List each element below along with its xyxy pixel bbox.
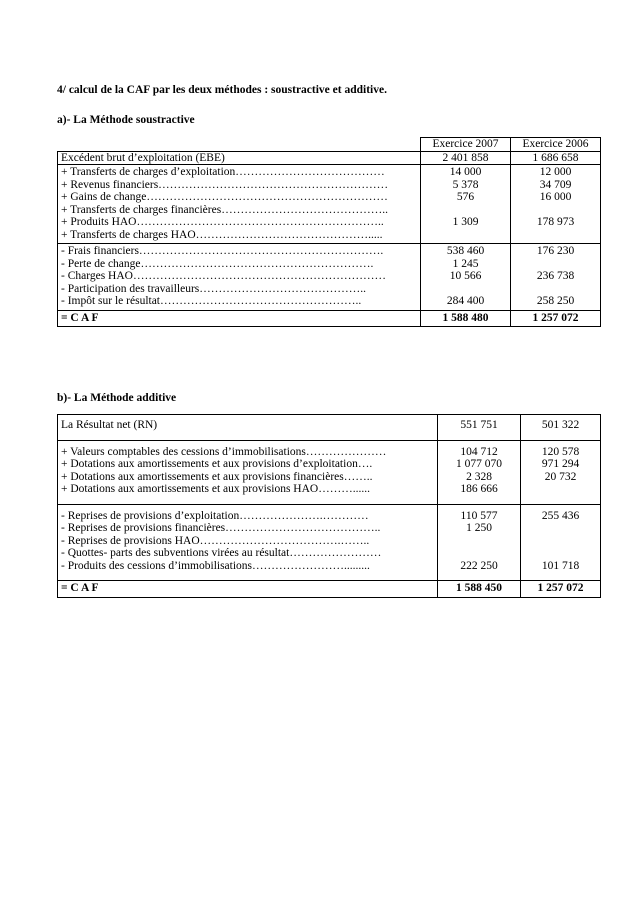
list-item: + Dotations aux amortissements et aux provisions financières…….. <box>61 470 373 483</box>
value: 120 578 <box>541 445 580 458</box>
value: 576 <box>456 191 475 203</box>
list-item: + Valeurs comptables des cessions d’immobilisations………………… <box>61 445 387 458</box>
value <box>441 547 517 560</box>
document-title: 4/ calcul de la CAF par les deux méthodes : soustractive et additive. <box>57 84 387 96</box>
list-item: - Reprises de provisions HAO……………………………….…….. <box>61 534 370 547</box>
section-a-heading: a)- La Méthode soustractive <box>57 114 195 126</box>
list-item: + Dotations aux amortissements et aux provisions d’exploitation…. <box>61 458 373 470</box>
list-item: - Quottes- parts des subventions virées au résultat…………………… <box>61 547 382 559</box>
col-header-2007: Exercice 2007 <box>421 138 511 152</box>
plus-group-2007 <box>438 440 521 504</box>
value <box>514 204 597 217</box>
list-item: + Transferts de charges financières…………………………………….. <box>61 203 388 216</box>
value: 176 230 <box>536 245 575 257</box>
ebe-2007: 2 401 858 <box>421 151 511 165</box>
plus-group-2007 <box>421 165 511 244</box>
value <box>524 547 597 560</box>
list-item: - Impôt sur le résultat…………………………………………….. <box>61 295 362 307</box>
minus-group-labels <box>58 504 438 581</box>
value: 1 309 <box>452 216 479 228</box>
plus-group-labels <box>58 440 438 504</box>
value: 1 250 <box>466 522 492 534</box>
ebe-2006: 1 686 658 <box>511 151 601 165</box>
list-item: + Gains de change……………………………………………………… <box>61 191 388 203</box>
value <box>514 283 597 296</box>
rn-label: La Résultat net (RN) <box>58 415 438 441</box>
minus-group-2006 <box>511 244 601 311</box>
rn-2006: 501 322 <box>521 415 601 441</box>
minus-group-2007 <box>421 244 511 311</box>
value <box>424 204 507 217</box>
section-b-heading: b)- La Méthode additive <box>57 392 177 404</box>
list-item: - Participation des travailleurs…………………………………….. <box>61 282 367 295</box>
minus-group-2006 <box>521 504 601 581</box>
value: 971 294 <box>541 458 580 470</box>
minus-group-2007 <box>438 504 521 581</box>
value: 538 460 <box>446 245 485 257</box>
value <box>524 483 597 496</box>
value: 14 000 <box>449 166 482 178</box>
value: 104 712 <box>460 445 498 458</box>
value <box>524 535 597 548</box>
plus-group-labels <box>58 165 421 244</box>
caf-total-2007: 1 588 450 <box>438 581 521 598</box>
caf-total-2006: 1 257 072 <box>521 581 601 598</box>
value: 34 709 <box>539 178 572 191</box>
value: 284 400 <box>446 295 485 307</box>
value: 16 000 <box>539 191 572 203</box>
value: 101 718 <box>541 559 580 572</box>
value: 1 077 070 <box>456 458 502 470</box>
value: 110 577 <box>460 509 498 522</box>
ebe-label: Excédent brut d’exploitation (EBE) <box>58 151 421 165</box>
list-item: + Transferts de charges HAO………………………………………..... <box>61 228 383 241</box>
header-blank <box>58 138 421 152</box>
caf-total-label: = C A F <box>58 310 421 327</box>
list-item: + Transferts de charges d’exploitation………………………………… <box>61 166 385 178</box>
caf-total-2006: 1 257 072 <box>511 310 601 327</box>
list-item: + Dotations aux amortissements et aux provisions HAO………...... <box>61 483 370 495</box>
value <box>424 283 507 296</box>
value: 5 378 <box>452 178 479 191</box>
table-additive <box>57 414 601 598</box>
value: 258 250 <box>536 295 575 307</box>
value: 255 436 <box>541 509 580 522</box>
list-item: - Frais financiers………………………………………………………. <box>61 245 384 257</box>
list-item: - Charges HAO………………………………………………………… <box>61 270 386 282</box>
value: 236 738 <box>536 270 575 282</box>
plus-group-2006 <box>511 165 601 244</box>
caf-total-label: = C A F <box>58 581 438 598</box>
list-item: - Produits des cessions d’immobilisations……………………......... <box>61 559 370 572</box>
value: 222 250 <box>460 559 498 572</box>
value: 186 666 <box>460 483 498 495</box>
value <box>424 229 507 242</box>
value: 20 732 <box>544 470 577 483</box>
plus-group-2006 <box>521 440 601 504</box>
value <box>514 229 597 242</box>
value <box>514 258 597 271</box>
col-header-2006: Exercice 2006 <box>511 138 601 152</box>
list-item: + Revenus financiers…………………………………………………… <box>61 178 389 191</box>
table-soustractive <box>57 137 601 327</box>
value: 2 328 <box>466 470 492 483</box>
value: 178 973 <box>536 216 575 228</box>
rn-2007: 551 751 <box>438 415 521 441</box>
list-item: + Produits HAO……………………………………………………….. <box>61 216 384 228</box>
value <box>441 535 517 548</box>
value <box>524 522 597 535</box>
value: 10 566 <box>449 270 482 282</box>
caf-total-2007: 1 588 480 <box>421 310 511 327</box>
minus-group-labels <box>58 244 421 311</box>
value: 12 000 <box>539 166 572 178</box>
list-item: - Reprises de provisions d’exploitation………………….………… <box>61 509 369 522</box>
list-item: - Reprises de provisions financières………………………………….. <box>61 522 381 534</box>
list-item: - Perte de change……………………………………………………. <box>61 257 374 270</box>
value: 1 245 <box>452 257 479 270</box>
